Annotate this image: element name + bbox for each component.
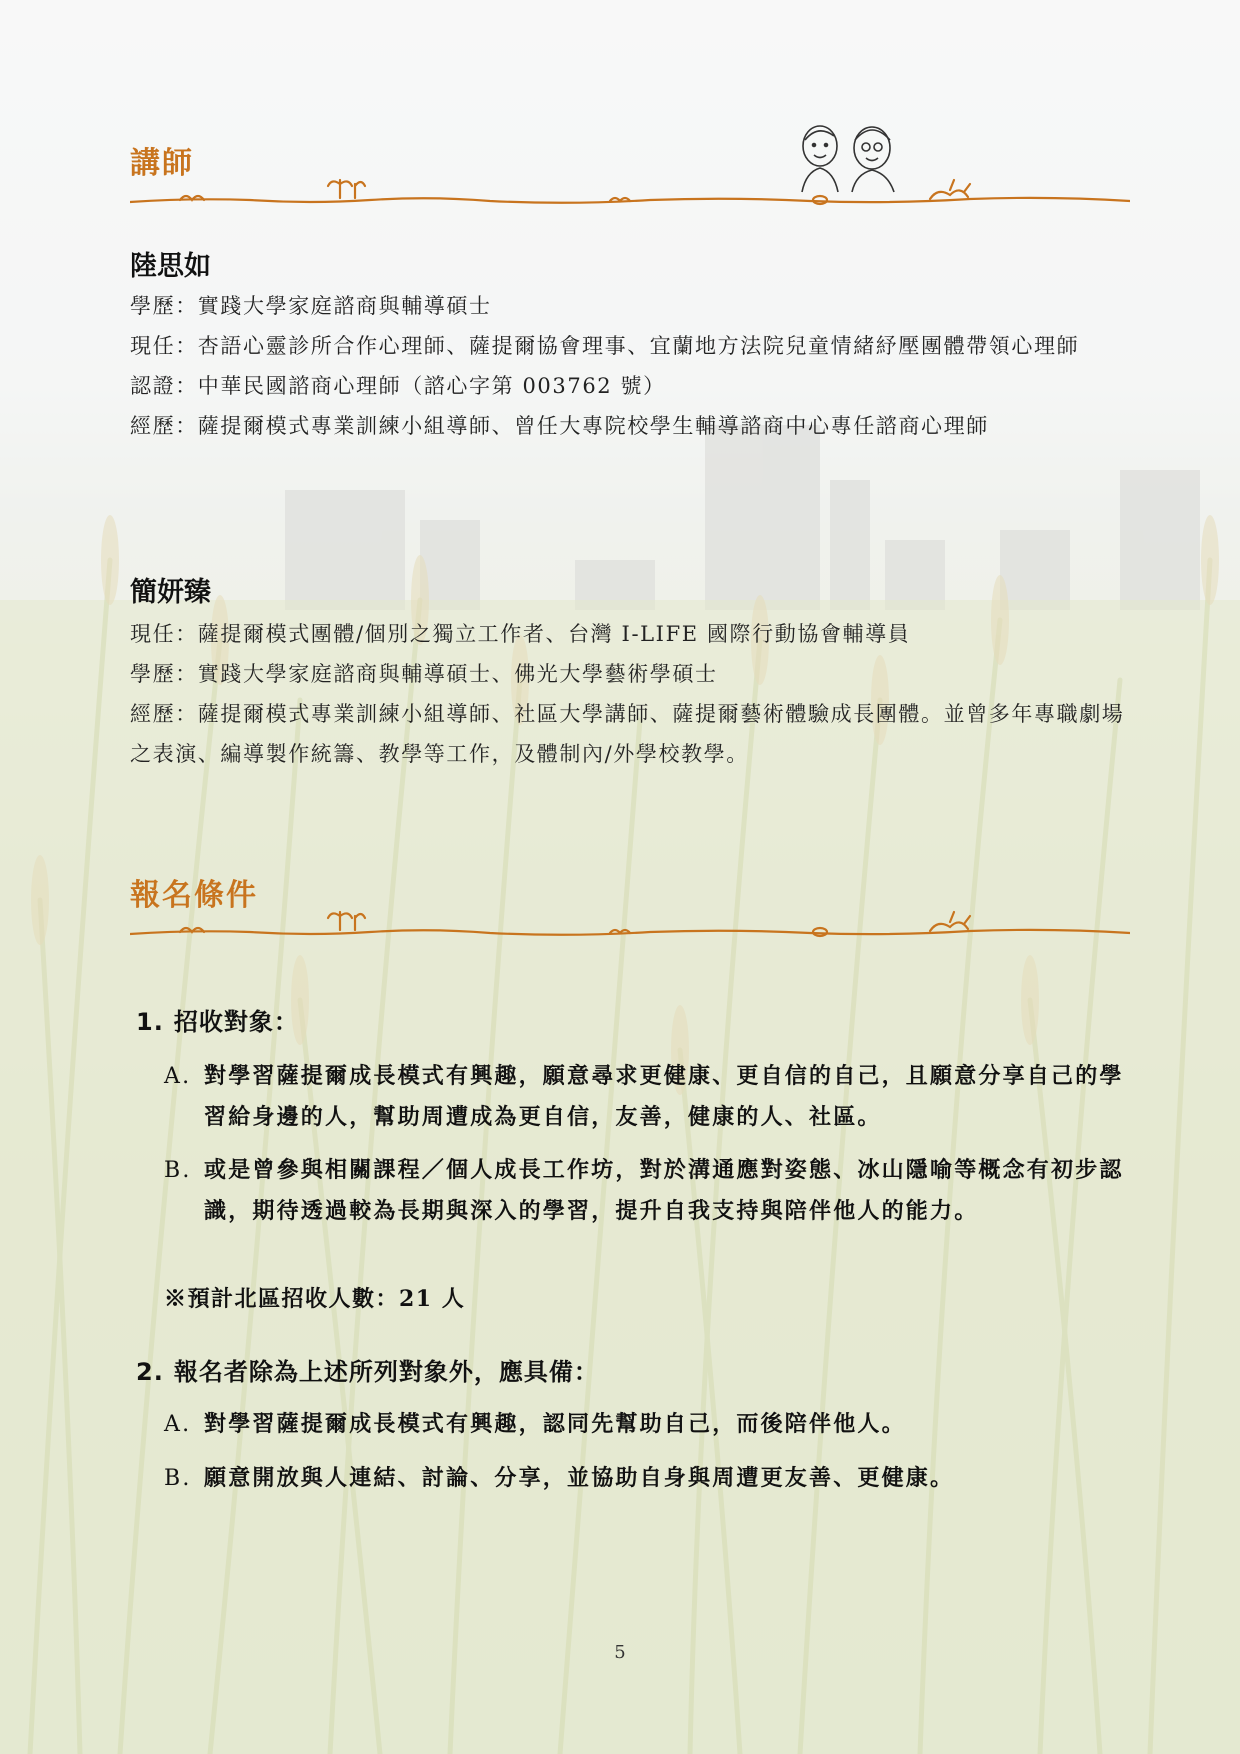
requirement-title: 招收對象： — [173, 1007, 299, 1036]
bio-line: 現任：薩提爾模式團體/個別之獨立工作者、台灣 I-LIFE 國際行動協會輔導員 — [130, 622, 911, 646]
bio-line: 學歷：實踐大學家庭諮商與輔導碩士、佛光大學藝術學碩士 — [130, 662, 718, 686]
item-letter: A. — [164, 1412, 192, 1437]
instructor-bio — [130, 286, 1140, 446]
instructor-name: 陸思如 — [130, 251, 211, 282]
page-number: 5 — [614, 1642, 626, 1663]
section-title-instructors: 講師 — [130, 146, 194, 181]
item-text: 對學習薩提爾成長模式有興趣，願意尋求更健康、更自信的自己，且願意分享自己的學習給身邊的人，幫助周遭成為更自信，友善，健康的人、社區。 — [204, 1063, 1124, 1130]
requirement-title: 報名者除為上述所列對象外，應具備： — [173, 1357, 599, 1386]
requirement-number: 1. — [136, 1008, 164, 1036]
bio-line: 經歷：薩提爾模式專業訓練小組導師、社區大學講師、薩提爾藝術體驗成長團體。並曾多年專職劇場之表演、編導製作統籌、教學等工作，及體制內/外學校教學。 — [130, 702, 1125, 766]
item-letter: B. — [164, 1466, 192, 1491]
item-letter: A. — [164, 1064, 192, 1089]
requirement-number: 2. — [136, 1358, 164, 1386]
item-letter: B. — [164, 1158, 192, 1183]
requirement-heading — [136, 1002, 299, 1037]
bio-line: 現任：杏語心靈診所合作心理師、薩提爾協會理事、宜蘭地方法院兒童情緒紓壓團體帶領心理師 — [130, 334, 1080, 358]
instructor-bio — [130, 614, 1140, 774]
bio-line: 認證：中華民國諮商心理師（諮心字第 003762 號） — [130, 374, 666, 398]
enrollment-note: ※預計北區招收人數：21 人 — [164, 1286, 466, 1312]
decorative-divider-requirements — [130, 902, 1130, 952]
requirement-item — [164, 1458, 1144, 1499]
requirement-item — [164, 1150, 1144, 1232]
bio-line: 學歷：實踐大學家庭諮商與輔導碩士 — [130, 294, 492, 318]
instructor-name: 簡妍臻 — [130, 577, 211, 608]
item-text: 願意開放與人連結、討論、分享，並協助自身與周遭更友善、更健康。 — [204, 1465, 955, 1491]
section-title-requirements: 報名條件 — [130, 878, 258, 913]
item-text: 或是曾參與相關課程／個人成長工作坊，對於溝通應對姿態、冰山隱喻等概念有初步認識，期待透過較為長期與深入的學習，提升自我支持與陪伴他人的能力。 — [204, 1157, 1124, 1224]
requirement-heading — [136, 1352, 599, 1387]
item-text: 對學習薩提爾成長模式有興趣，認同先幫助自己，而後陪伴他人。 — [204, 1411, 906, 1437]
decorative-divider-instructors — [130, 170, 1130, 220]
requirement-item — [164, 1404, 1144, 1445]
requirement-item — [164, 1056, 1144, 1138]
bio-line: 經歷：薩提爾模式專業訓練小組導師、曾任大專院校學生輔導諮商中心專任諮商心理師 — [130, 414, 989, 438]
